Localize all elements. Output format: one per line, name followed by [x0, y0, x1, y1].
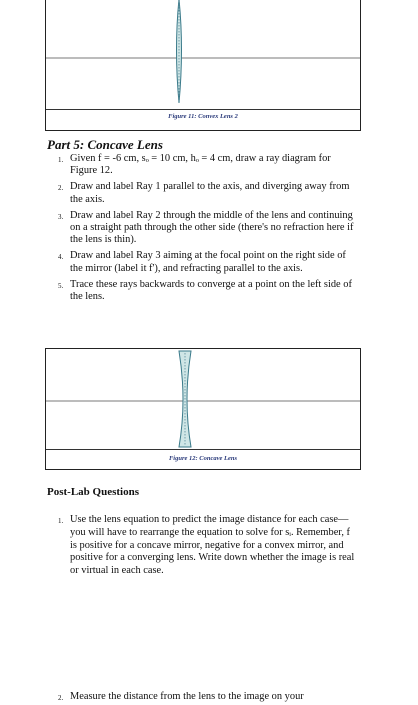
part5-heading: Part 5: Concave Lens: [47, 137, 163, 152]
post-lab-questions: [58, 514, 358, 578]
list-item: 1. Given f = -6 cm, sₒ = 10 cm, hₒ = 4 cm, draw a ray diagram for Figure 12.: [58, 153, 331, 177]
figure-12: [45, 348, 361, 470]
post-lab-question-2: 2. Measure the distance from the lens to the image on your: [58, 691, 304, 702]
list-item: 4. Draw and label Ray 3 aiming at the focal point on the right side of the mirror (label it f'), and refracting parallel to the axis.: [58, 250, 346, 274]
convex-lens-diagram: [46, 0, 360, 109]
figure-12-drawing: [46, 349, 360, 450]
list-item: 1. Use the lens equation to predict the image distance for each case—you will have to rearrange the equation to solve for sᵢ. Remember, f is positive for a concave mirror, negative for a convex mirror, and positive for a converging lens. Write down whether the image is real or virtual in each case.: [58, 514, 355, 577]
figure-12-caption: Figure 12: Concave Lens: [168, 455, 238, 462]
figure-11-drawing: [46, 0, 360, 110]
post-lab-heading: Post-Lab Questions: [47, 486, 139, 498]
concave-lens-diagram: [46, 349, 360, 449]
list-item: 3. Draw and label Ray 2 through the middle of the lens and continuing on a straight path through the other side (there's no refraction here if the lens is thin).: [58, 209, 354, 246]
figure-11: [45, 0, 361, 131]
list-item: 2. Draw and label Ray 1 parallel to the axis, and diverging away from the axis.: [58, 181, 350, 205]
list-item: 5. Trace these rays backwards to converge at a point on the left side of the lens.: [58, 278, 352, 303]
figure-11-caption: Figure 11: Convex Lens 2: [168, 113, 238, 120]
part5-steps: [58, 153, 358, 307]
convex-lens-shape: [177, 0, 182, 103]
